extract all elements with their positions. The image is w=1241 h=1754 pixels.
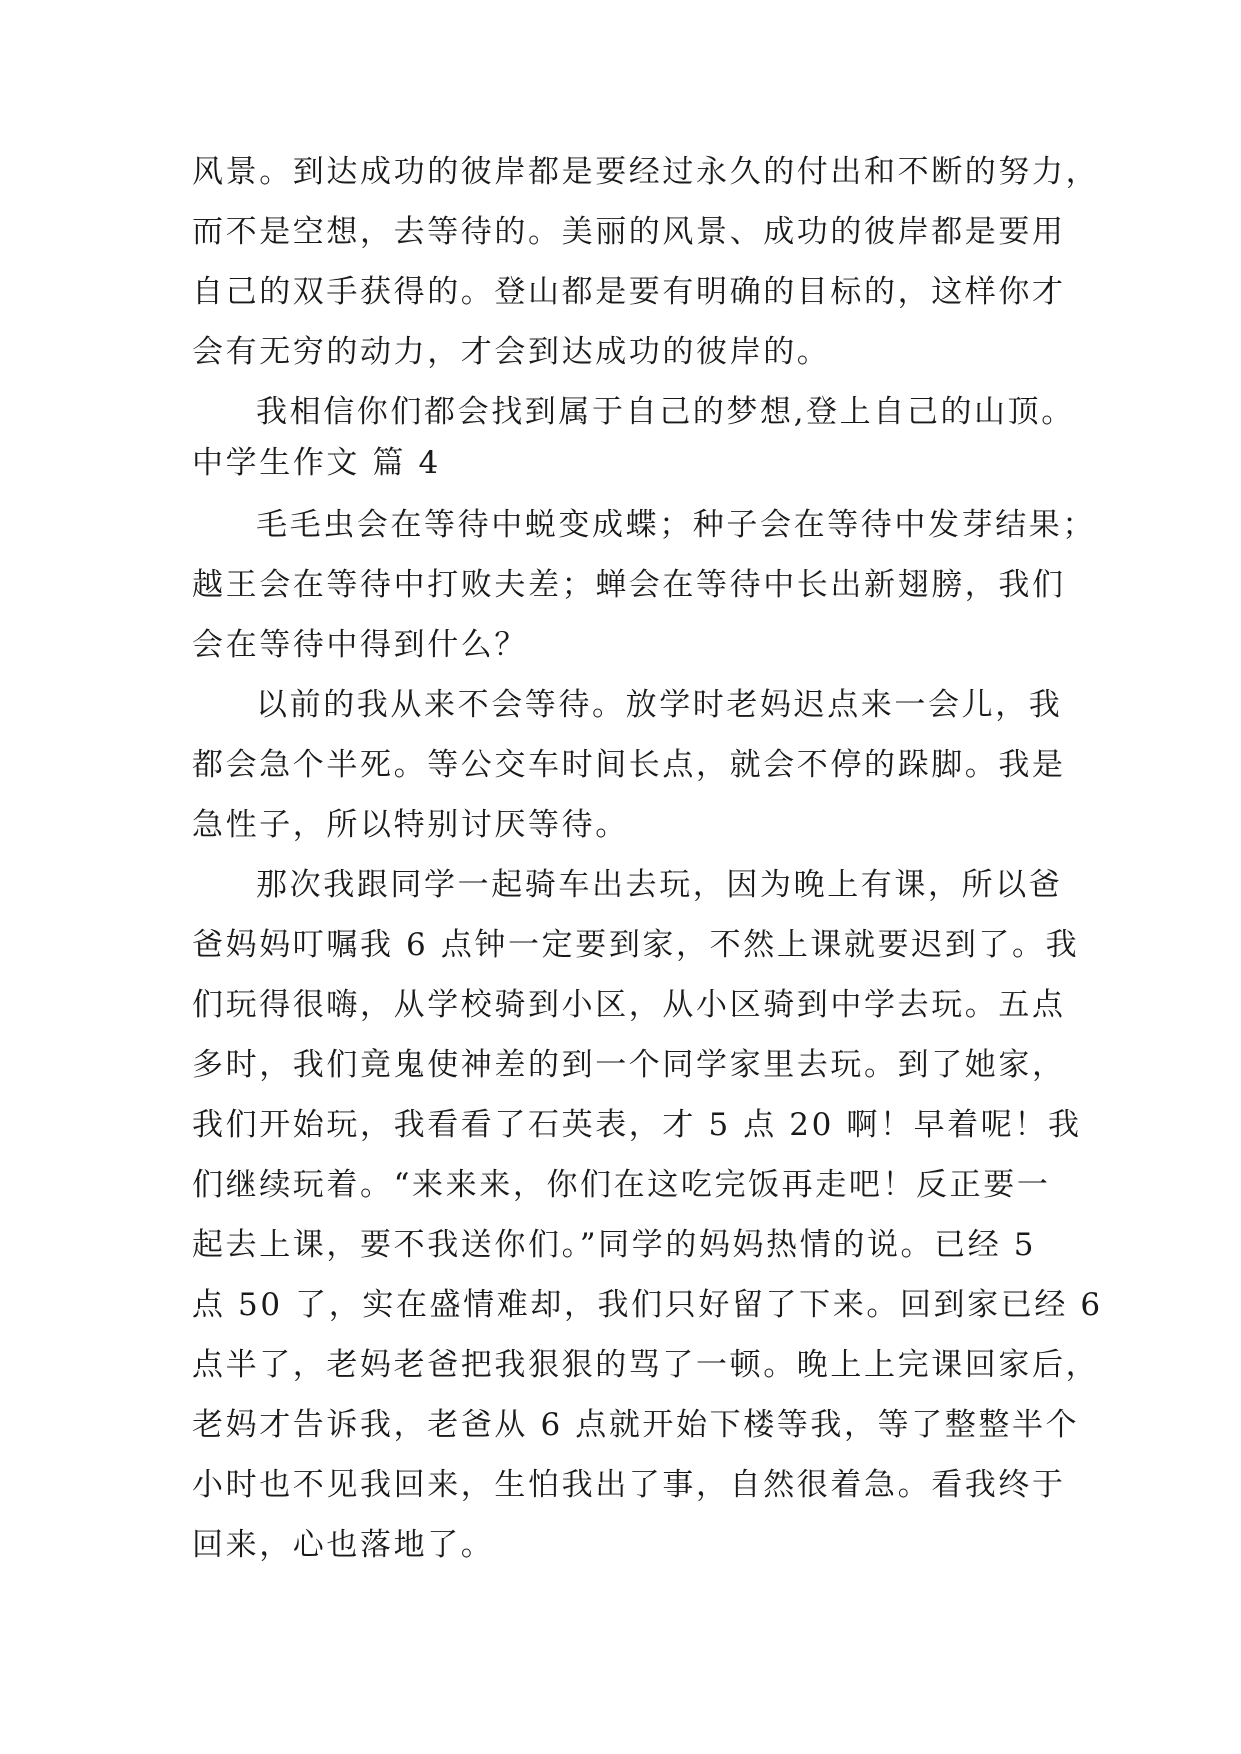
- text-line: 爸妈妈叮嘱我 6 点钟一定要到家，不然上课就要迟到了。我: [192, 927, 1080, 963]
- text-line: 小时也不见我回来，生怕我出了事，自然很着急。看我终于: [192, 1467, 1066, 1503]
- text-line: 回来，心也落地了。: [192, 1527, 495, 1563]
- text-line: 点 50 了，实在盛情难却，我们只好留了下来。回到家已经 6: [192, 1287, 1103, 1323]
- text-line: 们继续玩着。“来来来，你们在这吃完饭再走吧！反正要一: [192, 1167, 1051, 1203]
- text-line: 都会急个半死。等公交车时间长点，就会不停的跺脚。我是: [192, 747, 1066, 783]
- text-line: 们玩得很嗨，从学校骑到小区，从小区骑到中学去玩。五点: [192, 987, 1066, 1023]
- text-line: 会在等待中得到什么？: [192, 627, 528, 663]
- text-line: 我们开始玩，我看看了石英表，才 5 点 20 啊！早着呢！我: [192, 1107, 1082, 1143]
- text-line: 越王会在等待中打败夫差；蝉会在等待中长出新翅膀，我们: [192, 567, 1066, 603]
- text-line: 会有无穷的动力，才会到达成功的彼岸的。: [192, 334, 831, 370]
- text-line: 多时，我们竟鬼使神差的到一个同学家里去玩。到了她家，: [192, 1047, 1066, 1083]
- text-line: 风景。到达成功的彼岸都是要经过永久的付出和不断的努力，: [192, 154, 1100, 190]
- paragraph-line: 以前的我从来不会等待。放学时老妈迟点来一会儿，我: [256, 687, 1063, 723]
- paragraph-line: 那次我跟同学一起骑车出去玩，因为晚上有课，所以爸: [256, 867, 1063, 903]
- text-line: 而不是空想，去等待的。美丽的风景、成功的彼岸都是要用: [192, 214, 1066, 250]
- paragraph-line: 我相信你们都会找到属于自己的梦想,登上自己的山顶。: [256, 394, 1075, 430]
- text-line: 点半了，老妈老爸把我狠狠的骂了一顿。晚上上完课回家后，: [192, 1347, 1100, 1383]
- text-line: 老妈才告诉我，老爸从 6 点就开始下楼等我，等了整整半个: [192, 1407, 1080, 1443]
- text-line: 起去上课，要不我送你们。”同学的妈妈热情的说。已经 5: [192, 1227, 1037, 1263]
- section-heading: 中学生作文 篇 4: [192, 445, 441, 481]
- text-line: 自己的双手获得的。登山都是要有明确的目标的，这样你才: [192, 274, 1066, 310]
- text-line: 急性子，所以特别讨厌等待。: [192, 807, 629, 843]
- paragraph-line: 毛毛虫会在等待中蜕变成蝶；种子会在等待中发芽结果；: [256, 507, 1096, 543]
